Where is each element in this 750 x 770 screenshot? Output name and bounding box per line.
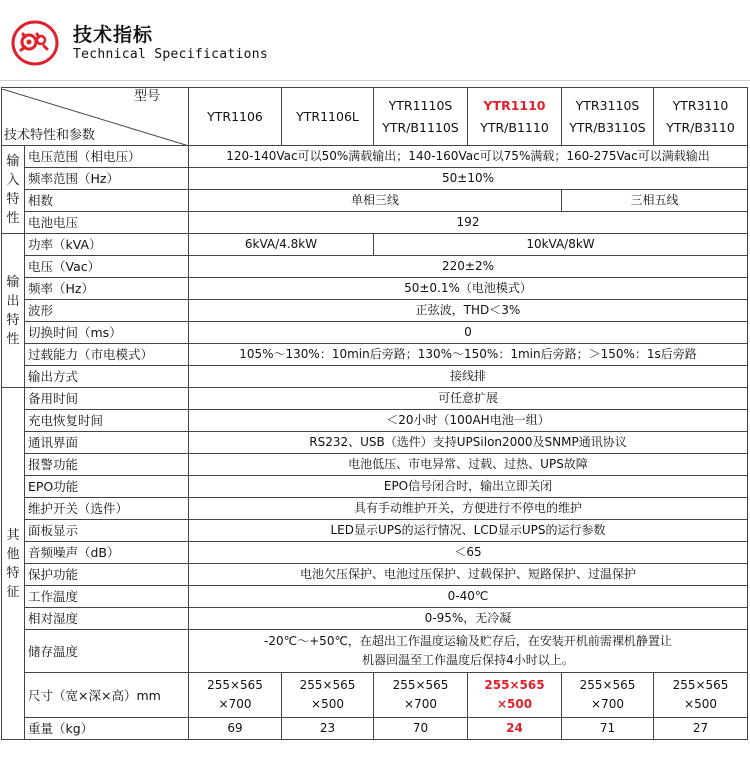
table-corner-cell — [2, 88, 189, 146]
row-label: 备用时间 — [25, 388, 189, 410]
model-cell — [562, 88, 654, 146]
row-value: 120-140Vac可以50%满载输出；140-160Vac可以75%满载；160-275Vac可以满载输出 — [189, 146, 748, 168]
table-row — [2, 190, 748, 212]
row-label: 储存温度 — [25, 630, 189, 673]
dimension-cell — [282, 673, 374, 718]
model-cell — [189, 88, 282, 146]
table-row — [2, 432, 748, 454]
model-name: YTR1106 — [207, 108, 263, 124]
model-cell — [374, 88, 468, 146]
row-label: 尺寸（宽×深×高）mm — [25, 673, 189, 718]
group-label-char: 特 — [6, 312, 20, 328]
table-row — [2, 586, 748, 608]
row-label: 工作温度 — [25, 586, 189, 608]
model-header-row — [2, 88, 748, 146]
row-value: 电池低压、市电异常、过载、过热、UPS故障 — [189, 454, 748, 476]
group-label-char: 征 — [6, 584, 20, 600]
group-input-label — [2, 146, 25, 234]
table-row — [2, 673, 748, 718]
group-label-char: 出 — [6, 293, 20, 309]
group-label-char: 性 — [6, 331, 20, 347]
table-row — [2, 630, 748, 673]
group-label-char: 输 — [6, 153, 20, 169]
row-label: 重量（kg） — [25, 718, 189, 740]
dimension-line2: ×700 — [404, 697, 437, 711]
gear-icon — [11, 20, 59, 66]
group-label-char: 输 — [6, 274, 20, 290]
dimension-line1: 255×565 — [579, 678, 636, 692]
model-name: YTR1106L — [296, 108, 359, 124]
dimension-line2: ×500 — [684, 697, 717, 711]
model-name: YTR3110S — [575, 97, 640, 113]
row-value: 具有手动维护开关，方便进行不停电的维护 — [189, 498, 748, 520]
group-output-label — [2, 234, 25, 388]
row-value: ＜20小时（100AH电池一组） — [189, 410, 748, 432]
row-label: 电池电压 — [25, 212, 189, 234]
row-label: 波形 — [25, 300, 189, 322]
dimension-line1: 255×565 — [392, 678, 449, 692]
row-value: 220±2% — [189, 256, 748, 278]
model-name-alt: YTR/B1110S — [382, 119, 459, 135]
dimension-cell — [562, 673, 654, 718]
row-label: 面板显示 — [25, 520, 189, 542]
weight-cell: 71 — [562, 718, 654, 740]
table-row — [2, 300, 748, 322]
row-value: EPO信号闭合时，输出立即关闭 — [189, 476, 748, 498]
row-value — [189, 630, 748, 673]
model-name: YTR3110 — [672, 97, 729, 113]
table-row — [2, 520, 748, 542]
table-row — [2, 718, 748, 740]
dimension-line1: 255×565 — [207, 678, 263, 692]
corner-params-label: 技术特性和参数 — [4, 128, 96, 143]
row-value: LED显示UPS的运行情况、LCD显示UPS的运行参数 — [189, 520, 748, 542]
weight-cell: 27 — [654, 718, 748, 740]
table-row — [2, 476, 748, 498]
model-name: YTR1110 — [483, 97, 546, 113]
dimension-line1: 255×565 — [299, 678, 356, 692]
table-row — [2, 410, 748, 432]
row-value: 0-40℃ — [189, 586, 748, 608]
group-label-char: 特 — [6, 191, 20, 207]
row-value: 192 — [189, 212, 748, 234]
row-value: 6kVA/4.8kW — [189, 234, 374, 256]
row-label: 相数 — [25, 190, 189, 212]
table-row — [2, 366, 748, 388]
model-cell — [282, 88, 374, 146]
table-row — [2, 234, 748, 256]
row-label: 频率范围（Hz） — [25, 168, 189, 190]
dimension-cell — [374, 673, 468, 718]
dimension-cell-highlight — [468, 673, 562, 718]
row-label: 充电恢复时间 — [25, 410, 189, 432]
weight-cell: 70 — [374, 718, 468, 740]
corner-model-label: 型号 — [133, 89, 160, 104]
table-row — [2, 344, 748, 366]
model-name-alt: YTR/B1110 — [480, 119, 549, 135]
row-value: 0-95%，无冷凝 — [189, 608, 748, 630]
table-row — [2, 322, 748, 344]
row-label: 音频噪声（dB） — [25, 542, 189, 564]
row-label: 通讯界面 — [25, 432, 189, 454]
row-label: 输出方式 — [25, 366, 189, 388]
table-row — [2, 256, 748, 278]
group-label-char: 性 — [6, 210, 20, 226]
dimension-cell — [654, 673, 748, 718]
row-label: 过载能力（市电模式） — [25, 344, 189, 366]
dimension-line2: ×700 — [218, 697, 252, 711]
page-header — [0, 0, 750, 80]
group-other-label — [2, 388, 25, 740]
row-label: 切换时间（ms） — [25, 322, 189, 344]
weight-cell: 23 — [282, 718, 374, 740]
group-label-char: 特 — [6, 565, 20, 581]
model-name-alt: YTR/B3110S — [569, 119, 646, 135]
row-label: 电压（Vac） — [25, 256, 189, 278]
row-value: 105%～130%：10min后旁路；130%～150%：1min后旁路；＞150%：1s后旁路 — [189, 344, 748, 366]
page-title: 技术指标 — [73, 24, 154, 46]
weight-cell-highlight: 24 — [468, 718, 562, 740]
dimension-line2: ×500 — [496, 697, 533, 711]
spec-table — [1, 87, 748, 740]
model-cell — [654, 88, 748, 146]
row-value: 单相三线 — [189, 190, 562, 212]
table-row — [2, 498, 748, 520]
table-row — [2, 454, 748, 476]
row-value: 接线排 — [189, 366, 748, 388]
row-value: 正弦波，THD＜3% — [189, 300, 748, 322]
dimension-line2: ×700 — [591, 697, 624, 711]
row-label: EPO功能 — [25, 476, 189, 498]
row-label: 功率（kVA） — [25, 234, 189, 256]
group-label-char: 他 — [6, 546, 20, 562]
group-label-char: 入 — [6, 172, 20, 188]
row-value: 50±10% — [189, 168, 748, 190]
row-value: 三相五线 — [562, 190, 748, 212]
model-name: YTR1110S — [388, 97, 453, 113]
table-row — [2, 168, 748, 190]
dimension-cell — [189, 673, 282, 718]
header-divider — [0, 80, 750, 81]
row-label: 保护功能 — [25, 564, 189, 586]
table-row — [2, 146, 748, 168]
dimension-line2: ×500 — [311, 697, 344, 711]
row-value: 可任意扩展 — [189, 388, 748, 410]
row-label: 相对湿度 — [25, 608, 189, 630]
row-label: 维护开关（选件） — [25, 498, 189, 520]
row-label: 频率（Hz） — [25, 278, 189, 300]
row-value: 50±0.1%（电池模式） — [189, 278, 748, 300]
storage-temp-line2: 机器回温至工作温度后保持4小时以上。 — [362, 653, 574, 667]
group-label-char: 其 — [6, 527, 20, 543]
model-cell-highlight — [468, 88, 562, 146]
table-row — [2, 212, 748, 234]
row-value: 0 — [189, 322, 748, 344]
table-row — [2, 608, 748, 630]
model-name-alt: YTR/B3110 — [666, 119, 735, 135]
page-subtitle: Technical Specifications — [73, 47, 269, 62]
row-label: 电压范围（相电压） — [25, 146, 189, 168]
row-value: RS232、USB（选件）支持UPSilon2000及SNMP通讯协议 — [189, 432, 748, 454]
row-label: 报警功能 — [25, 454, 189, 476]
row-value: 电池欠压保护、电池过压保护、过载保护、短路保护、过温保护 — [189, 564, 748, 586]
row-value: 10kVA/8kW — [374, 234, 748, 256]
dimension-line1: 255×565 — [484, 678, 545, 692]
table-row — [2, 564, 748, 586]
table-row — [2, 278, 748, 300]
table-row — [2, 542, 748, 564]
weight-cell: 69 — [189, 718, 282, 740]
table-row — [2, 388, 748, 410]
row-value: ＜65 — [189, 542, 748, 564]
dimension-line1: 255×565 — [672, 678, 729, 692]
storage-temp-line1: -20℃～+50℃，在超出工作温度运输及贮存后，在安装开机前需裸机静置让 — [264, 634, 672, 648]
